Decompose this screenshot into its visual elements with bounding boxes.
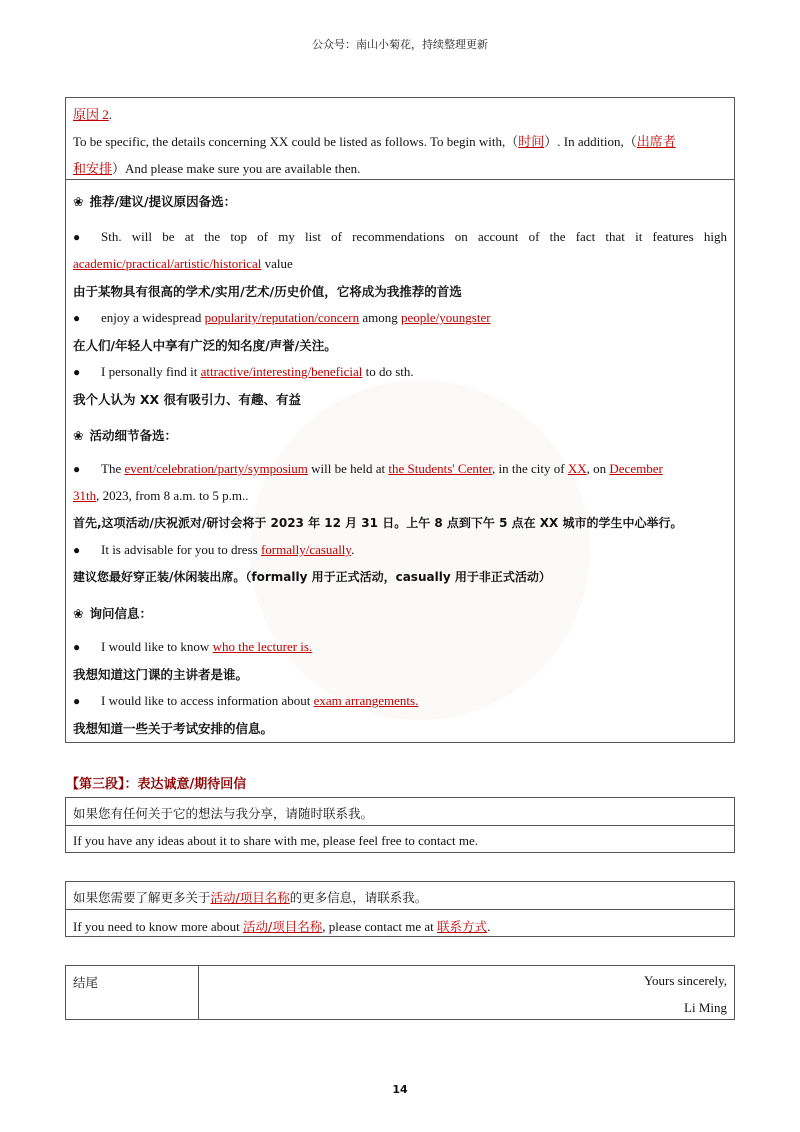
reason-label: 原因 2 (73, 107, 109, 122)
bullet-recommend-2: ● enjoy a widespread popularity/reputation/concern among people/youngster (73, 310, 491, 325)
bullet-icon: ● (73, 543, 81, 557)
sincerity-box: 如果您有任何关于它的想法与我分享，请随时联系我。 If you have any ideas about it to share with me, please feel free to contact me. (65, 797, 735, 853)
row-divider (66, 825, 734, 826)
section-three-title: 【第三段】：表达诚意/期待回信 (66, 777, 247, 792)
bullet-details-2: ● It is advisable for you to dress formally/casually. (73, 542, 355, 557)
flower-icon: ❀ (73, 428, 84, 443)
bullet-recommend-1: ● Sth. will be at the top of my list of recommendations on account of the fact that it features high (73, 229, 727, 244)
bullet-icon: ● (73, 311, 81, 325)
bullet-icon: ● (73, 694, 81, 708)
closing-label: 结尾 (73, 975, 99, 990)
bullet-icon: ● (73, 640, 81, 654)
reason-box: 原因 2. To be specific, the details concerning XX could be listed as follows. To begin with,（时间）. In addition,（出席者 和安排）And please make sure you are available then. (65, 97, 735, 180)
bullet-details-1: ● The event/celebration/party/symposium will be held at the Students' Center, in the city of XX, on December (73, 461, 663, 476)
bullet-inquiry-1: ● I would like to know who the lecturer is. (73, 639, 313, 654)
page-number: 14 (392, 1083, 408, 1096)
signature-name: Li Ming (684, 1000, 727, 1015)
flower-icon: ❀ (73, 194, 84, 209)
section-details-title: ❀ 活动细节备选： (73, 428, 177, 443)
bullet-icon: ● (73, 462, 81, 476)
more-info-box: 如果您需要了解更多关于活动/项目名称的更多信息，请联系我。 If you need to know more about 活动/项目名称, please contact me at 联系方式. (65, 881, 735, 937)
page-header: 公众号：南山小菊花，持续整理更新 (312, 38, 488, 51)
details-line: To be specific, the details concerning XX could be listed as follows. To begin with,（时间）. In addition,（出席者 (73, 134, 676, 149)
flower-icon: ❀ (73, 606, 84, 621)
section-inquiry-title: ❀ 询问信息： (73, 606, 152, 621)
bullet-icon: ● (73, 230, 81, 244)
row-divider (66, 909, 734, 910)
bullet-recommend-3: ● I personally find it attractive/interesting/beneficial to do sth. (73, 364, 414, 379)
options-box: ❀ 推荐/建议/提议原因备选： ● Sth. will be at the top of my list of recommendations on account of the fact that it features high academic/practical/artistic/historical value 由于某物具有很高的学术/实用/艺术/历史价值，它将成为我推荐的首选 ● enjoy a widespread popularity/reputation/concern among people/youngster 在人们/年轻人中享有广泛的知名度/声誉/关注。 ● I personally find it attractive/interesting/beneficial to do sth. 我个人认为 XX 很有吸引力、有趣、有益 ❀ 活动细节备选： ● The event/celebration/party/symposium will be held at the Students' Center, in the city of XX, on December 31th, 2023, from 8 a.m. to 5 p.m.. 首先,这项活动/庆祝派对/研讨会将于 2023 年 12 月 31 日。上午 8 点到下午 5 点在 XX 城市的学生中心举行。 ● It is advisable for you to dress formally/casually. 建议您最好穿正装/休闲装出席。（formally 用于正式活动，casually 用于非正式活动） ❀ 询问信息： ● I would like to know who the lecturer is. 我想知道这门课的主讲者是谁。 ● I would like to access information about exam arrangements. 我想知道一些关于考试安排的信息。 (65, 180, 735, 743)
closing-box (65, 965, 735, 1020)
bullet-inquiry-2: ● I would like to access information about exam arrangements. (73, 693, 419, 708)
closing-phrase: Yours sincerely, (643, 973, 727, 988)
bullet-icon: ● (73, 365, 81, 379)
section-recommend-title: ❀ 推荐/建议/提议原因备选： (73, 194, 237, 209)
